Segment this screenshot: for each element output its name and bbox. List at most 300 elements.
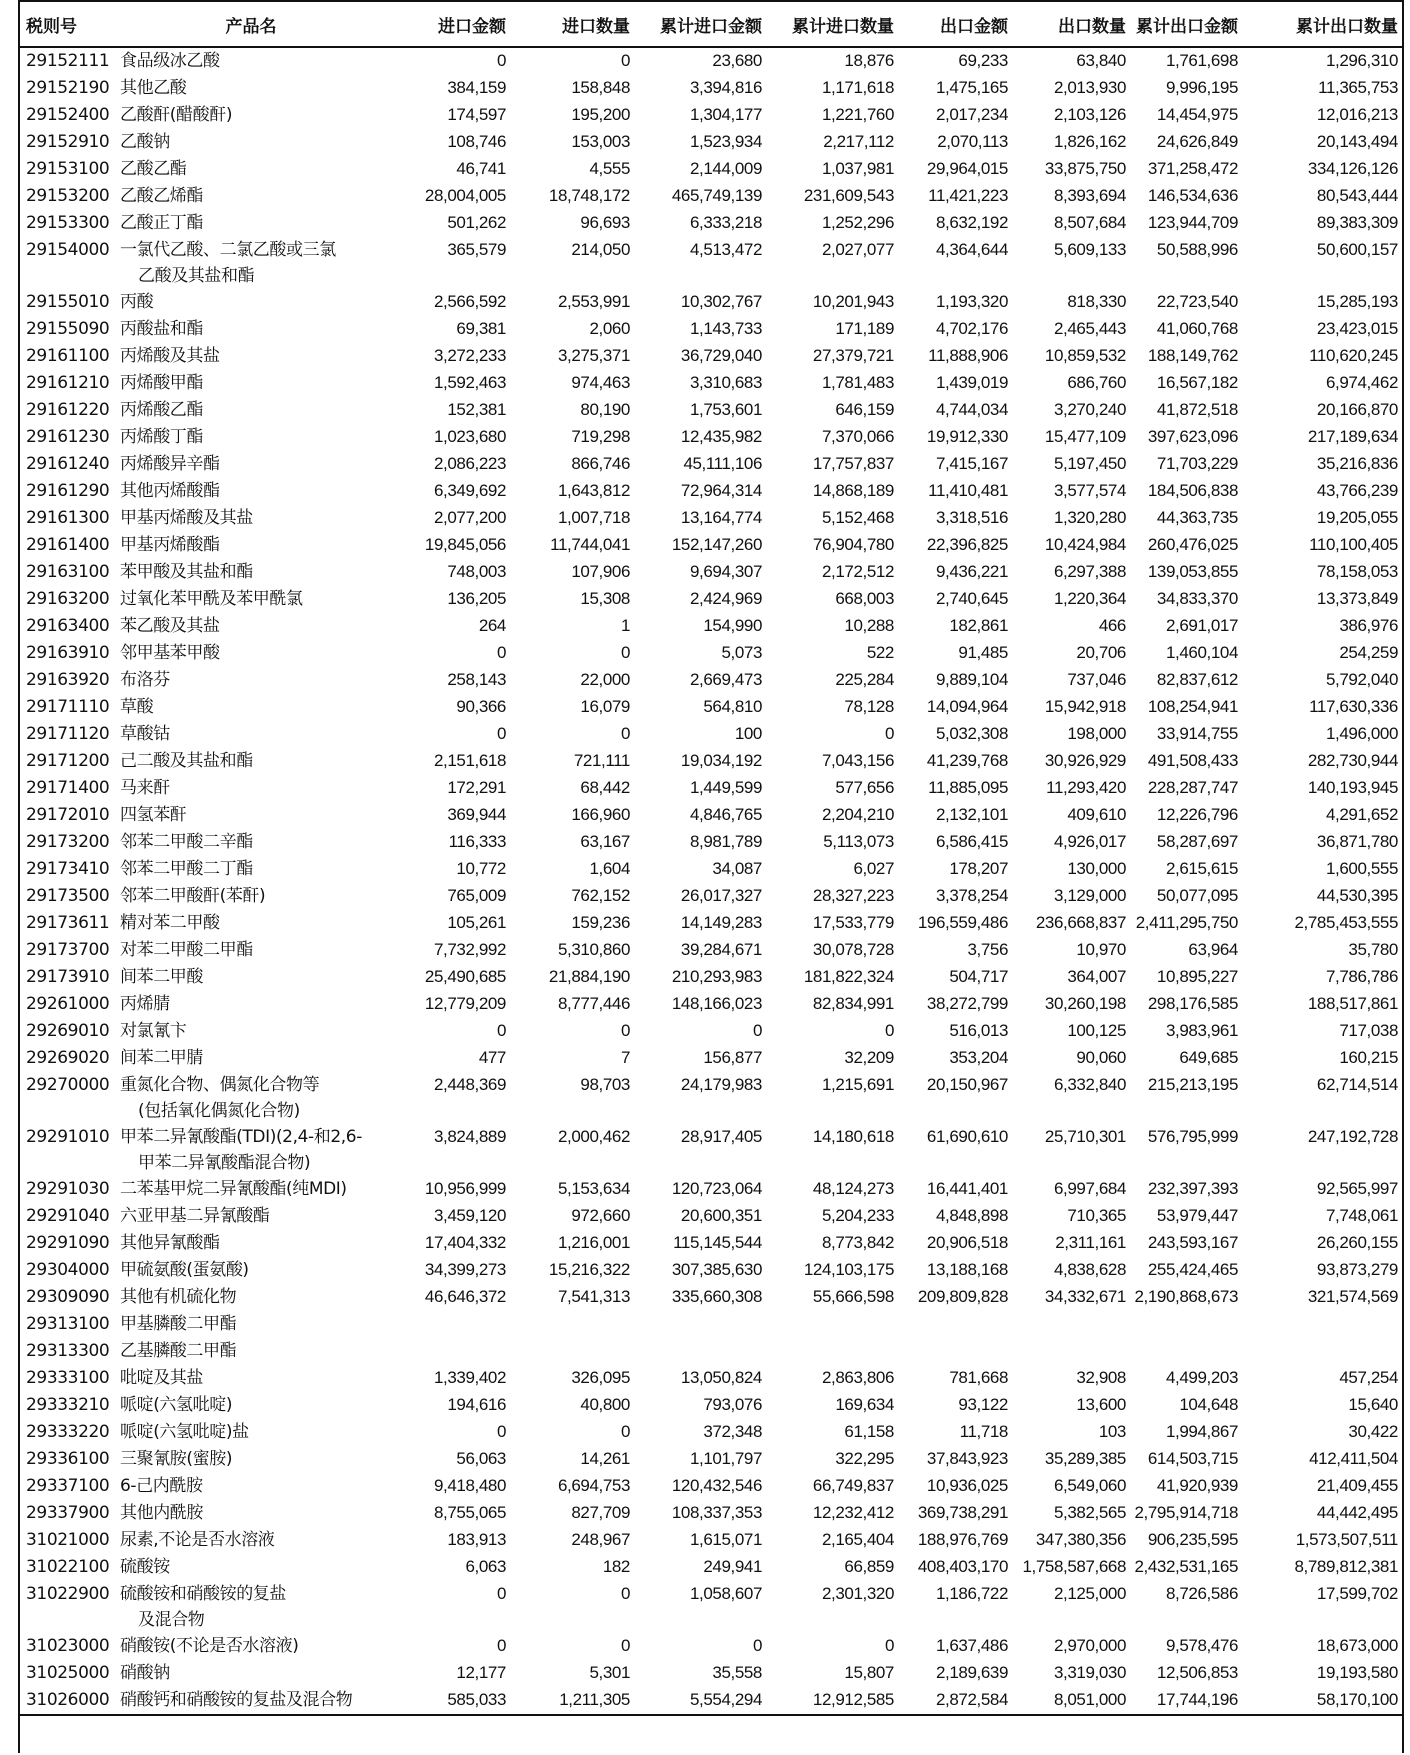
export-quantity-cell: 10,859,532 — [1044, 346, 1126, 365]
import-quantity-cell: 21,884,190 — [548, 967, 630, 986]
import-amount-cell: 25,490,685 — [424, 967, 506, 986]
product-name-line: 草酸 — [120, 697, 154, 717]
cumulative-export-amount-cell: 50,588,996 — [1156, 240, 1238, 259]
table-row — [18, 505, 1402, 532]
table-row — [18, 1284, 1402, 1311]
cumulative-import-amount-cell: 108,337,353 — [671, 1503, 762, 1522]
cumulative-export-amount-cell: 4,499,203 — [1165, 1368, 1238, 1387]
export-amount-cell: 2,017,234 — [935, 105, 1008, 124]
cumulative-import-amount-cell: 210,293,983 — [671, 967, 762, 986]
cumulative-export-amount-cell: 2,795,914,718 — [1134, 1503, 1238, 1522]
product-name-line: 苯乙酸及其盐 — [120, 616, 220, 636]
import-quantity-cell: 195,200 — [571, 105, 630, 124]
cumulative-import-quantity-cell: 1,171,618 — [821, 78, 894, 97]
export-amount-cell: 182,861 — [949, 616, 1008, 635]
cumulative-export-quantity-cell: 89,383,309 — [1316, 213, 1398, 232]
header-import-amount: 进口金额 — [386, 1, 510, 47]
cumulative-import-quantity-cell: 7,370,066 — [821, 427, 894, 446]
export-quantity-cell: 1,758,587,668 — [1022, 1557, 1126, 1576]
table-row — [18, 1045, 1402, 1072]
table-row — [18, 129, 1402, 156]
tariff-code-cell: 31021000 — [26, 1530, 110, 1550]
cumulative-import-amount-cell — [634, 1338, 766, 1365]
header-cumulative-import-amount: 累计进口金额 — [634, 1, 766, 47]
export-amount-cell: 29,964,015 — [926, 159, 1008, 178]
export-quantity-cell: 5,382,565 — [1053, 1503, 1126, 1522]
export-amount-cell: 37,843,923 — [926, 1449, 1008, 1468]
product-name-line: 过氧化苯甲酰及苯甲酰氯 — [120, 589, 303, 609]
cumulative-import-quantity-cell: 2,165,404 — [821, 1530, 894, 1549]
tariff-code-cell: 29291090 — [26, 1233, 110, 1253]
export-amount-cell: 1,475,165 — [935, 78, 1008, 97]
import-amount-cell: 90,366 — [456, 697, 506, 716]
table-row — [18, 102, 1402, 129]
cumulative-import-amount-cell: 249,941 — [703, 1557, 762, 1576]
tariff-code-cell: 29163400 — [26, 616, 110, 636]
cumulative-export-amount-cell: 576,795,999 — [1147, 1127, 1238, 1146]
export-quantity-cell: 90,060 — [1076, 1048, 1126, 1067]
product-name-cell — [116, 1419, 386, 1446]
export-amount-cell: 504,717 — [949, 967, 1008, 986]
product-name-cell — [116, 1045, 386, 1072]
import-quantity-cell: 2,060 — [589, 319, 630, 338]
cumulative-import-amount-cell: 100 — [734, 724, 762, 743]
cumulative-export-quantity-cell: 4,291,652 — [1325, 805, 1398, 824]
tariff-code-cell: 29153300 — [26, 213, 110, 233]
cumulative-import-quantity-cell: 27,379,721 — [812, 346, 894, 365]
table-row — [18, 748, 1402, 775]
table-row — [18, 47, 1402, 75]
export-quantity-cell: 130,000 — [1067, 859, 1126, 878]
product-name-cell — [116, 451, 386, 478]
import-quantity-cell: 153,003 — [571, 132, 630, 151]
cumulative-export-quantity-cell: 457,254 — [1339, 1368, 1398, 1387]
import-amount-cell: 194,616 — [447, 1395, 506, 1414]
import-amount-cell: 9,418,480 — [433, 1476, 506, 1495]
cumulative-export-quantity-cell: 80,543,444 — [1316, 186, 1398, 205]
export-amount-cell: 2,740,645 — [935, 589, 1008, 608]
tariff-code-cell: 29291030 — [26, 1179, 110, 1199]
import-amount-cell: 2,151,618 — [433, 751, 506, 770]
cumulative-export-amount-cell: 2,411,295,750 — [1135, 913, 1238, 932]
export-amount-cell: 4,364,644 — [935, 240, 1008, 259]
export-amount-cell: 2,132,101 — [935, 805, 1008, 824]
product-name-cell — [116, 1554, 386, 1581]
export-quantity-cell: 20,706 — [1076, 643, 1126, 662]
tariff-code-cell: 29152111 — [26, 51, 110, 71]
export-quantity-cell: 30,926,929 — [1044, 751, 1126, 770]
cumulative-import-amount-cell: 152,147,260 — [671, 535, 762, 554]
export-quantity-cell: 8,393,694 — [1053, 186, 1126, 205]
table-row — [18, 856, 1402, 883]
cumulative-import-quantity-cell: 14,868,189 — [812, 481, 894, 500]
tariff-code-cell: 29171110 — [26, 697, 110, 717]
header-tariff-code: 税则号 — [18, 1, 116, 47]
table-row — [18, 1176, 1402, 1203]
cumulative-export-quantity-cell: 1,296,310 — [1325, 51, 1398, 70]
import-amount-cell: 136,205 — [447, 589, 506, 608]
product-name-line: 甲基丙烯酸酯 — [120, 535, 220, 555]
import-quantity-cell: 166,960 — [571, 805, 630, 824]
import-amount-cell: 12,779,209 — [424, 994, 506, 1013]
cumulative-import-quantity-cell: 66,859 — [844, 1557, 894, 1576]
tariff-code-cell: 29270000 — [26, 1075, 110, 1095]
cumulative-export-quantity-cell: 1,600,555 — [1325, 859, 1398, 878]
table-row — [18, 1473, 1402, 1500]
export-amount-cell: 69,233 — [958, 51, 1008, 70]
import-quantity-cell: 107,906 — [571, 562, 630, 581]
cumulative-import-quantity-cell: 2,217,112 — [823, 132, 894, 151]
cumulative-export-amount-cell: 123,944,709 — [1147, 213, 1238, 232]
cumulative-export-quantity-cell: 20,143,494 — [1316, 132, 1398, 151]
product-name-line: 硫酸铵和硝酸铵的复盐 — [120, 1584, 286, 1604]
cumulative-import-quantity-cell: 171,189 — [835, 319, 894, 338]
export-amount-cell: 14,094,964 — [926, 697, 1008, 716]
table-row — [18, 1419, 1402, 1446]
cumulative-import-quantity-cell: 322,295 — [835, 1449, 894, 1468]
cumulative-export-amount-cell: 2,615,615 — [1165, 859, 1238, 878]
cumulative-import-amount-cell: 5,554,294 — [634, 1687, 766, 1715]
export-amount-cell: 9,889,104 — [935, 670, 1008, 689]
import-amount-cell: 369,944 — [447, 805, 506, 824]
product-name-cell — [116, 613, 386, 640]
tariff-code-cell: 29309090 — [26, 1287, 110, 1307]
cumulative-import-amount-cell: 2,424,969 — [689, 589, 762, 608]
product-name-cell — [116, 1446, 386, 1473]
export-amount-cell: 11,421,223 — [928, 186, 1008, 205]
product-name-line: 邻苯二甲酸二丁酯 — [120, 859, 253, 879]
cumulative-export-amount-cell: 82,837,612 — [1156, 670, 1238, 689]
tariff-code-cell: 29173410 — [26, 859, 110, 879]
import-amount-cell: 2,566,592 — [433, 292, 506, 311]
product-name-continuation: 甲苯二异氰酸酯混合物) — [138, 1153, 311, 1173]
cumulative-import-quantity-cell: 5,152,468 — [821, 508, 894, 527]
product-name-cell — [116, 937, 386, 964]
tariff-code-cell: 29155090 — [26, 319, 110, 339]
cumulative-import-quantity-cell: 522 — [866, 643, 894, 662]
table-row — [18, 397, 1402, 424]
header-import-quantity: 进口数量 — [510, 1, 634, 47]
import-quantity-cell: 11,744,041 — [550, 535, 630, 554]
product-name-cell — [116, 129, 386, 156]
import-quantity-cell: 1 — [620, 616, 630, 635]
import-amount-cell — [386, 1338, 510, 1365]
cumulative-export-quantity-cell: 7,786,786 — [1325, 967, 1398, 986]
header-cumulative-export-amount: 累计出口金额 — [1130, 1, 1242, 47]
import-amount-cell: 183,913 — [447, 1530, 506, 1549]
export-amount-cell: 8,632,192 — [935, 213, 1008, 232]
product-name-continuation: (包括氧化偶氮化合物) — [138, 1101, 300, 1121]
product-name-line: 丙烯酸丁酯 — [120, 427, 203, 447]
cumulative-export-quantity-cell: 50,600,157 — [1316, 240, 1398, 259]
tariff-code-cell: 29171120 — [26, 724, 110, 744]
cumulative-export-quantity-cell: 117,630,336 — [1309, 697, 1398, 716]
export-quantity-cell: 33,875,750 — [1044, 159, 1126, 178]
cumulative-import-quantity-cell: 668,003 — [835, 589, 894, 608]
import-amount-cell: 46,646,372 — [424, 1287, 506, 1306]
tariff-code-cell: 29269020 — [26, 1048, 110, 1068]
table-row — [18, 910, 1402, 937]
import-amount-cell: 0 — [496, 724, 506, 743]
product-name-line: 草酸钴 — [120, 724, 170, 744]
export-amount-cell: 93,122 — [958, 1395, 1008, 1414]
tariff-code-cell: 29152190 — [26, 78, 110, 98]
tariff-code-cell: 29333210 — [26, 1395, 110, 1415]
import-amount-cell: 0 — [496, 643, 506, 662]
cumulative-import-quantity-cell: 28,327,223 — [812, 886, 894, 905]
table-row — [18, 1311, 1402, 1338]
table-row — [18, 1203, 1402, 1230]
tariff-code-cell: 29291040 — [26, 1206, 110, 1226]
table-row — [18, 1338, 1402, 1365]
tariff-code-cell: 29163100 — [26, 562, 110, 582]
export-amount-cell: 7,415,167 — [935, 454, 1008, 473]
tariff-code-cell: 31022900 — [26, 1584, 110, 1604]
cumulative-export-amount-cell: 228,287,747 — [1147, 778, 1238, 797]
export-amount-cell: 11,888,906 — [928, 346, 1008, 365]
product-name-line: 丙烯酸乙酯 — [120, 400, 203, 420]
cumulative-export-amount-cell: 34,833,370 — [1156, 589, 1238, 608]
cumulative-export-quantity-cell: 26,260,155 — [1316, 1233, 1398, 1252]
product-name-cell — [116, 775, 386, 802]
import-amount-cell: 258,143 — [447, 670, 506, 689]
product-name-cell — [116, 210, 386, 237]
product-name-line: 硝酸钙和硝酸铵的复盐及混合物 — [120, 1690, 353, 1710]
import-quantity-cell: 974,463 — [571, 373, 630, 392]
product-name-cell — [116, 721, 386, 748]
table-row — [18, 721, 1402, 748]
product-name-cell — [116, 237, 386, 289]
cumulative-export-amount-cell: 17,744,196 — [1130, 1687, 1242, 1715]
cumulative-export-amount-cell: 188,149,762 — [1147, 346, 1238, 365]
tariff-code-cell: 29153200 — [26, 186, 110, 206]
cumulative-import-amount-cell: 793,076 — [703, 1395, 762, 1414]
product-name-cell — [116, 1473, 386, 1500]
export-quantity-cell: 10,970 — [1076, 940, 1126, 959]
cumulative-import-amount-cell: 115,145,544 — [673, 1233, 762, 1252]
cumulative-export-quantity-cell: 6,974,462 — [1325, 373, 1398, 392]
cumulative-import-amount-cell: 13,050,824 — [680, 1368, 762, 1387]
cumulative-export-amount-cell: 12,506,853 — [1156, 1663, 1238, 1682]
cumulative-import-amount-cell: 12,435,982 — [680, 427, 762, 446]
cumulative-export-amount-cell: 9,578,476 — [1165, 1636, 1238, 1655]
cumulative-import-quantity-cell: 225,284 — [835, 670, 894, 689]
cumulative-import-quantity-cell: 17,757,837 — [812, 454, 894, 473]
import-quantity-cell: 63,167 — [580, 832, 630, 851]
product-name-cell — [116, 829, 386, 856]
export-amount-cell: 13,188,168 — [926, 1260, 1008, 1279]
cumulative-export-quantity-cell — [1242, 1311, 1402, 1338]
cumulative-import-amount-cell: 465,749,139 — [671, 186, 762, 205]
cumulative-export-amount-cell: 58,287,697 — [1156, 832, 1238, 851]
table-row — [18, 991, 1402, 1018]
export-quantity-cell: 737,046 — [1067, 670, 1126, 689]
import-quantity-cell: 214,050 — [571, 240, 630, 259]
export-quantity-cell: 103 — [1098, 1422, 1126, 1441]
cumulative-export-amount-cell: 232,397,393 — [1147, 1179, 1238, 1198]
tariff-code-cell: 29173200 — [26, 832, 110, 852]
product-name-cell — [116, 1284, 386, 1311]
cumulative-import-quantity-cell: 1,215,691 — [821, 1075, 894, 1094]
table-row — [18, 559, 1402, 586]
table-row — [18, 1446, 1402, 1473]
cumulative-import-quantity-cell: 7,043,156 — [821, 751, 894, 770]
export-amount-cell: 1,637,486 — [935, 1636, 1008, 1655]
export-amount-cell — [898, 1338, 1012, 1365]
tariff-code-cell: 29336100 — [26, 1449, 110, 1469]
export-quantity-cell: 1,826,162 — [1053, 132, 1126, 151]
cumulative-import-amount-cell: 4,846,765 — [689, 805, 762, 824]
export-amount-cell: 369,738,291 — [917, 1503, 1008, 1522]
product-name-cell — [116, 640, 386, 667]
cumulative-import-amount-cell: 156,877 — [703, 1048, 762, 1067]
export-quantity-cell: 818,330 — [1067, 292, 1126, 311]
cumulative-export-amount-cell: 906,235,595 — [1147, 1530, 1238, 1549]
cumulative-import-quantity-cell: 61,158 — [844, 1422, 894, 1441]
import-amount-cell: 765,009 — [447, 886, 506, 905]
import-amount-cell: 501,262 — [447, 213, 506, 232]
import-quantity-cell: 5,153,634 — [557, 1179, 630, 1198]
import-quantity-cell: 866,746 — [571, 454, 630, 473]
import-quantity-cell: 1,216,001 — [557, 1233, 630, 1252]
cumulative-export-amount-cell: 146,534,636 — [1147, 186, 1238, 205]
table-row — [18, 1124, 1402, 1176]
import-amount-cell: 0 — [496, 1021, 506, 1040]
cumulative-import-quantity-cell: 8,773,842 — [821, 1233, 894, 1252]
table-row — [18, 694, 1402, 721]
product-name-cell — [116, 47, 386, 75]
cumulative-export-amount-cell: 3,983,961 — [1165, 1021, 1238, 1040]
cumulative-import-amount-cell: 1,449,599 — [689, 778, 762, 797]
cumulative-export-quantity-cell: 334,126,126 — [1307, 159, 1398, 178]
import-amount-cell: 46,741 — [456, 159, 506, 178]
table-row — [18, 937, 1402, 964]
cumulative-export-quantity-cell: 15,640 — [1348, 1395, 1398, 1414]
import-amount-cell: 6,349,692 — [433, 481, 506, 500]
import-amount-cell: 1,592,463 — [433, 373, 506, 392]
table-row — [18, 802, 1402, 829]
cumulative-import-quantity-cell: 10,201,943 — [812, 292, 894, 311]
cumulative-export-amount-cell: 298,176,585 — [1147, 994, 1238, 1013]
cumulative-import-amount-cell: 372,348 — [703, 1422, 762, 1441]
product-name-line: 其他有机硫化物 — [120, 1287, 237, 1307]
tariff-code-cell: 29163200 — [26, 589, 110, 609]
table-row — [18, 775, 1402, 802]
import-quantity-cell: 326,095 — [571, 1368, 630, 1387]
cumulative-import-amount-cell: 1,753,601 — [689, 400, 762, 419]
product-name-line: 间苯二甲酸 — [120, 967, 203, 987]
export-amount-cell: 1,439,019 — [935, 373, 1008, 392]
cumulative-import-quantity-cell: 12,912,585 — [766, 1687, 898, 1715]
import-quantity-cell: 6,694,753 — [557, 1476, 630, 1495]
cumulative-export-amount-cell: 10,895,227 — [1156, 967, 1238, 986]
export-quantity-cell: 10,424,984 — [1044, 535, 1126, 554]
product-name-line: 其他内酰胺 — [120, 1503, 203, 1523]
product-name-cell — [116, 75, 386, 102]
cumulative-export-quantity-cell: 19,193,580 — [1316, 1663, 1398, 1682]
table-row — [18, 478, 1402, 505]
product-name-cell — [116, 343, 386, 370]
tariff-code-cell: 29313100 — [26, 1314, 110, 1334]
import-quantity-cell — [510, 1338, 634, 1365]
product-name-line: 间苯二甲腈 — [120, 1048, 203, 1068]
import-quantity-cell — [510, 1311, 634, 1338]
export-quantity-cell: 3,129,000 — [1053, 886, 1126, 905]
product-name-line: 三聚氰胺(蜜胺) — [120, 1449, 233, 1469]
import-quantity-cell: 4,555 — [589, 159, 630, 178]
export-amount-cell: 2,872,584 — [898, 1687, 1012, 1715]
export-amount-cell: 41,239,768 — [926, 751, 1008, 770]
cumulative-export-quantity-cell: 78,158,053 — [1316, 562, 1398, 581]
tariff-code-cell: 29161220 — [26, 400, 110, 420]
cumulative-export-quantity-cell: 8,789,812,381 — [1294, 1557, 1398, 1576]
product-name-cell — [116, 478, 386, 505]
cumulative-export-amount-cell: 614,503,715 — [1147, 1449, 1238, 1468]
export-amount-cell: 3,378,254 — [935, 886, 1008, 905]
export-amount-cell: 209,809,828 — [917, 1287, 1008, 1306]
import-quantity-cell: 8,777,446 — [557, 994, 630, 1013]
cumulative-import-quantity-cell: 55,666,598 — [812, 1287, 894, 1306]
import-amount-cell: 0 — [496, 51, 506, 70]
table-header — [18, 1, 1402, 47]
export-quantity-cell: 3,319,030 — [1053, 1663, 1126, 1682]
product-name-line: 哌啶(六氢吡啶)盐 — [120, 1422, 249, 1442]
table-row — [18, 532, 1402, 559]
product-name-cell — [116, 1230, 386, 1257]
cumulative-export-amount-cell: 371,258,472 — [1147, 159, 1238, 178]
cumulative-export-amount-cell: 184,506,838 — [1147, 481, 1238, 500]
cumulative-export-quantity-cell: 44,530,395 — [1316, 886, 1398, 905]
import-amount-cell: 2,077,200 — [433, 508, 506, 527]
export-amount-cell: 10,936,025 — [926, 1476, 1008, 1495]
export-amount-cell: 4,744,034 — [935, 400, 1008, 419]
import-amount-cell: 17,404,332 — [424, 1233, 506, 1252]
table-row — [18, 883, 1402, 910]
product-name-cell — [116, 505, 386, 532]
table-row — [18, 156, 1402, 183]
product-name-line: 精对苯二甲酸 — [120, 913, 220, 933]
tariff-code-cell: 29172010 — [26, 805, 110, 825]
tariff-code-cell: 29173611 — [26, 913, 110, 933]
cumulative-export-amount-cell: 491,508,433 — [1147, 751, 1238, 770]
import-quantity-cell: 0 — [620, 1636, 630, 1655]
import-quantity-cell: 248,967 — [571, 1530, 630, 1549]
import-quantity-cell: 7,541,313 — [557, 1287, 630, 1306]
table-row — [18, 370, 1402, 397]
export-quantity-cell: 2,013,930 — [1053, 78, 1126, 97]
table-row — [18, 586, 1402, 613]
import-amount-cell: 28,004,005 — [424, 186, 506, 205]
cumulative-import-quantity-cell: 2,301,320 — [821, 1584, 894, 1603]
table-row — [18, 289, 1402, 316]
cumulative-import-amount-cell: 36,729,040 — [680, 346, 762, 365]
tariff-code-cell: 29173700 — [26, 940, 110, 960]
cumulative-export-amount-cell: 22,723,540 — [1156, 292, 1238, 311]
cumulative-export-quantity-cell: 254,259 — [1339, 643, 1398, 662]
cumulative-import-amount-cell: 35,558 — [712, 1663, 762, 1682]
import-amount-cell: 105,261 — [447, 913, 506, 932]
cumulative-export-amount-cell: 104,648 — [1179, 1395, 1238, 1414]
product-name-line: 丙烯酸异辛酯 — [120, 454, 220, 474]
import-quantity-cell: 96,693 — [580, 213, 630, 232]
product-name-cell — [116, 1527, 386, 1554]
table-row — [18, 1660, 1402, 1687]
import-amount-cell: 384,159 — [447, 78, 506, 97]
product-name-cell — [116, 1581, 386, 1633]
product-name-line: 尿素,不论是否水溶液 — [120, 1530, 275, 1550]
import-amount-cell: 2,448,369 — [433, 1075, 506, 1094]
cumulative-import-quantity-cell: 78,128 — [844, 697, 894, 716]
